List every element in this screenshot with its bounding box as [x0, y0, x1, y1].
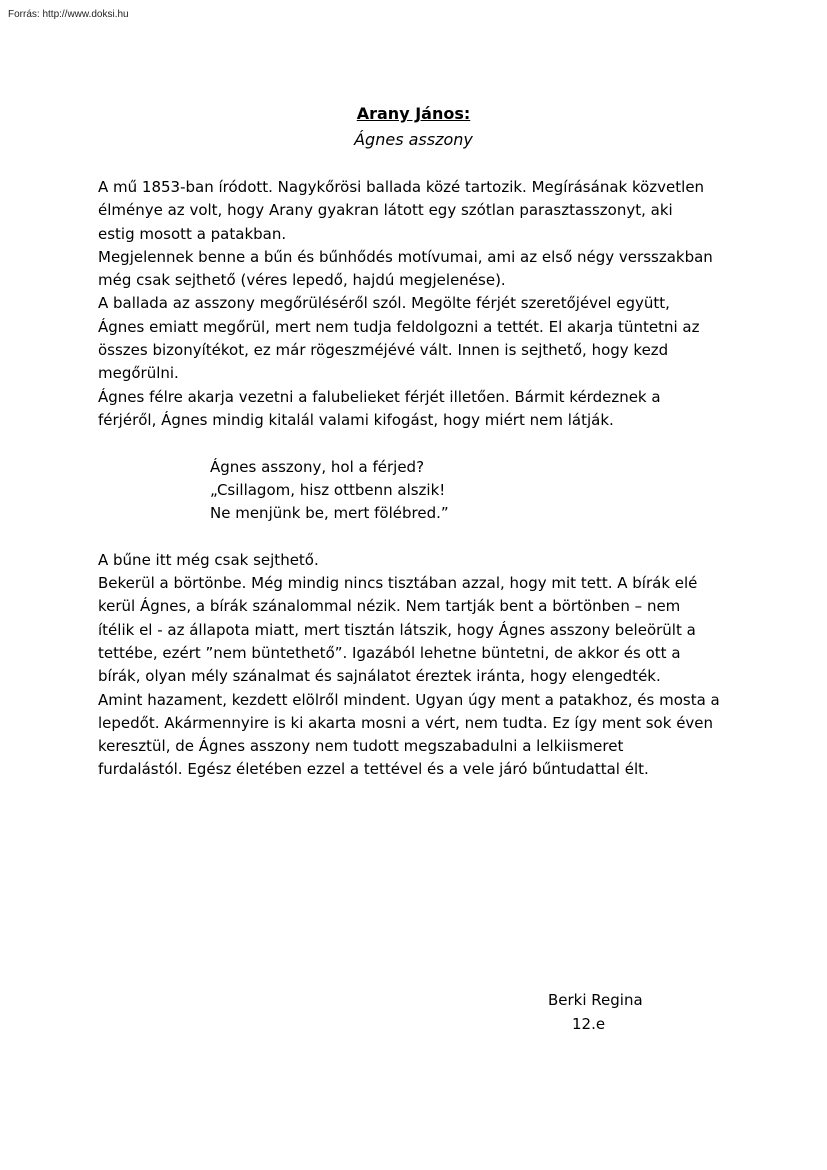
document-subtitle: Ágnes asszony	[354, 130, 473, 149]
text-line: férjéről, Ágnes mindig kitalál valami kifogást, hogy miért nem látják.	[98, 410, 614, 429]
text-line: Amint hazament, kezdett elölről mindent. Ugyan úgy ment a patakhoz, és mosta a	[98, 690, 720, 709]
verse-line: „Csillagom, hisz ottbenn alszik!	[210, 480, 446, 499]
text-line: lepedőt. Akármennyire is ki akarta mosni a vért, nem tudta. Ez így ment sok éven	[98, 713, 714, 732]
document-body	[98, 176, 738, 782]
text-line: A ballada az asszony megőrüléséről szól. Megölte férjét szeretőjével együtt,	[98, 294, 670, 313]
paragraph-gap	[98, 432, 738, 455]
verse-line: Ágnes asszony, hol a férjed?	[210, 457, 425, 476]
text-line: keresztül, de Ágnes asszony nem tudott megszabadulni a lelkiismeret	[98, 737, 624, 756]
source-label: Forrás: http://www.doksi.hu	[8, 9, 129, 20]
text-line: Ágnes emiatt megőrül, mert nem tudja feldolgozni a tettét. El akarja tüntetni az	[98, 317, 700, 336]
text-line: Ágnes félre akarja vezetni a falubelieket férjét illetően. Bármit kérdeznek a	[98, 387, 661, 406]
author-name: Berki Regina	[548, 991, 643, 1009]
text-line: bírák, olyan mély szánalmat és sajnálatot éreztek iránta, hogy elengedték.	[98, 667, 661, 686]
document-title: Arany János:	[356, 104, 471, 123]
text-line: tettébe, ezért ”nem büntethető”. Igazából lehetne büntetni, de akkor és ott a	[98, 643, 681, 662]
text-line: Megjelennek benne a bűn és bűnhődés motívumai, ami az első négy versszakban	[98, 247, 713, 266]
text-line: estig mosott a patakban.	[98, 224, 287, 243]
text-line: összes bizonyítékot, ez már rögeszméjévé vált. Innen is sejthető, hogy kezd	[98, 341, 669, 360]
text-line: megőrülni.	[98, 364, 179, 383]
text-line: A mű 1853-ban íródott. Nagykőrösi ballada közé tartozik. Megírásának közvetlen	[98, 178, 705, 196]
signature-block	[548, 988, 643, 1036]
text-line: furdalástól. Egész életében ezzel a tettével és a vele járó bűntudattal élt.	[98, 760, 649, 779]
verse-line: Ne menjünk be, mert fölébred.”	[210, 504, 449, 523]
text-line: A bűne itt még csak sejthető.	[98, 550, 319, 569]
text-line: még csak sejthető (véres lepedő, hajdú megjelenése).	[98, 271, 506, 290]
paragraph-gap	[98, 525, 738, 548]
text-line: kerül Ágnes, a bírák szánalommal nézik. Nem tartják bent a börtönben – nem	[98, 597, 681, 616]
text-line: ítélik el - az állapota miatt, mert tisztán látszik, hogy Ágnes asszony beleörült a	[98, 620, 696, 639]
author-class: 12.e	[572, 1015, 606, 1033]
text-line: Bekerül a börtönbe. Még mindig nincs tisztában azzal, hogy mit tett. A bírák elé	[98, 574, 698, 593]
text-line: élménye az volt, hogy Arany gyakran látott egy szótlan parasztasszonyt, aki	[98, 201, 673, 220]
